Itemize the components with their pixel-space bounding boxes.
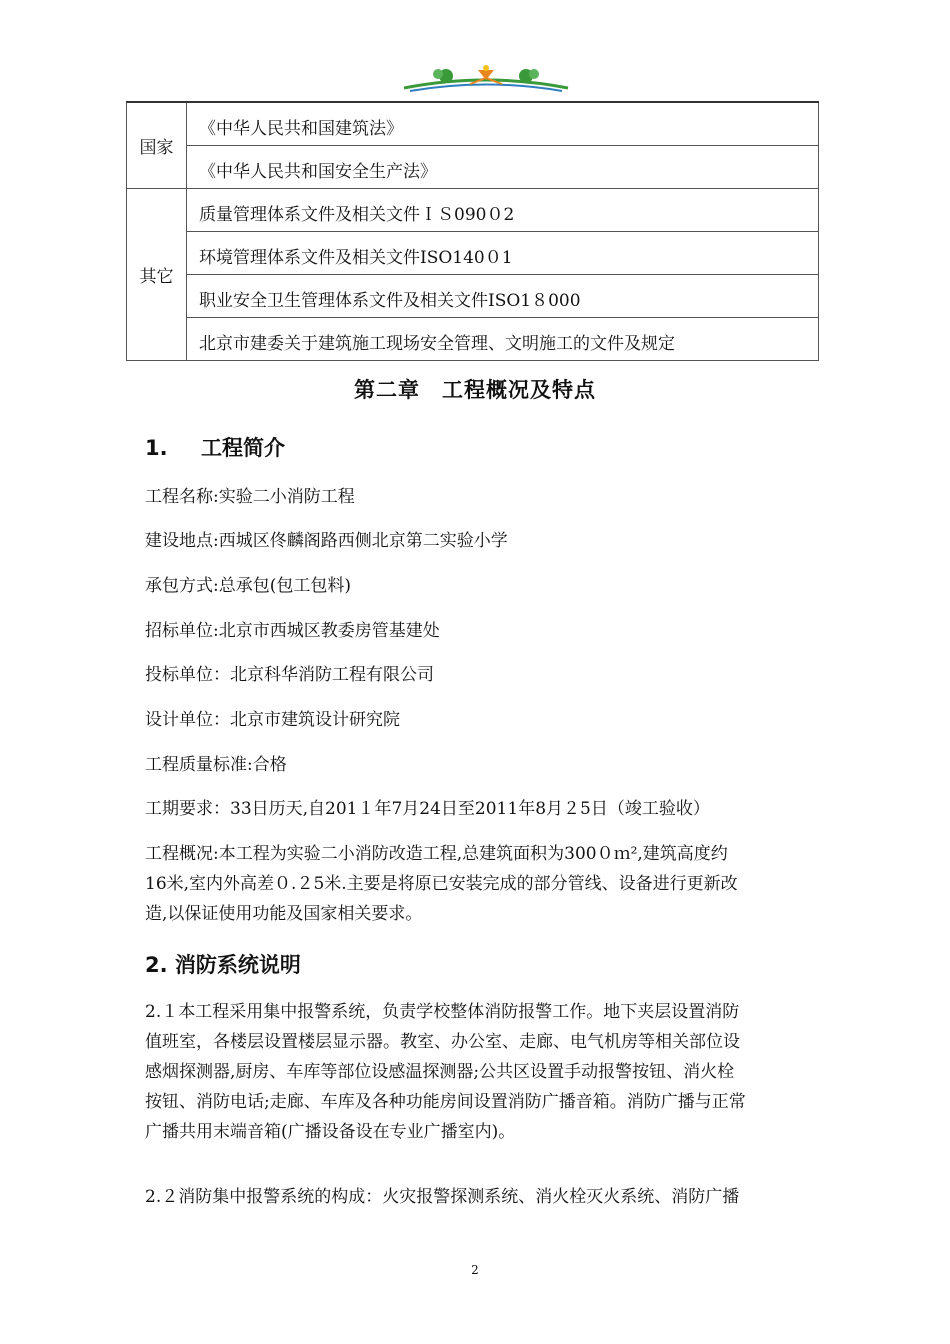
text-line: 2.２消防集中报警系统的构成：火灾报警探测系统、消火栓灭火系统、消防广播 <box>145 1187 740 1207</box>
text-line: 广播共用末端音箱(广播设备设在专业广播室内)。 <box>145 1122 516 1142</box>
field-line: 设计单位：北京市建筑设计研究院 <box>145 710 400 730</box>
section-number: 1. <box>145 436 168 460</box>
category-cell: 国家 <box>127 102 187 189</box>
table-cell: 北京市建委关于建筑施工现场安全管理、文明施工的文件及规定 <box>187 318 819 361</box>
field-line: 工程质量标准:合格 <box>145 755 287 775</box>
table-cell: 质量管理体系文件及相关文件ＩＳ090０2 <box>187 189 819 232</box>
text-line: 按钮、消防电话;走廊、车库及各种功能房间设置消防广播音箱。消防广播与正常 <box>145 1092 746 1112</box>
field-line: 投标单位：北京科华消防工程有限公司 <box>145 665 434 685</box>
text-line: 值班室，各楼层设置楼层显示器。教室、办公室、走廊、电气机房等相关部位设 <box>145 1032 740 1052</box>
table-row <box>127 318 819 361</box>
paragraph <box>145 997 835 1147</box>
field-line: 建设地点:西城区佟麟阁路西侧北京第二实验小学 <box>145 531 508 551</box>
text-line: 工程概况:本工程为实验二小消防改造工程,总建筑面积为300０ｍ²,建筑高度约 <box>145 844 728 864</box>
field-line: 工程名称:实验二小消防工程 <box>145 487 355 507</box>
text-line: 16米,室内外高差０.２5米.主要是将原已安装完成的部分管线、设备进行更新改 <box>145 874 738 894</box>
table-row <box>127 146 819 189</box>
table-row <box>127 275 819 318</box>
page-number: 2 <box>471 1263 479 1277</box>
chapter-title: 第二章 工程概况及特点 <box>354 378 596 402</box>
field-line: 招标单位:北京市西城区教委房管基建处 <box>145 621 440 641</box>
section-heading: 2. 消防系统说明 <box>145 953 301 977</box>
text-line: 感烟探测器,厨房、车库等部位设感温探测器;公共区设置手动报警按钮、消火栓 <box>145 1062 735 1082</box>
table-cell: 《中华人民共和国建筑法》 <box>187 102 819 146</box>
section-title: 工程简介 <box>201 436 285 460</box>
field-line: 承包方式:总承包(包工包料) <box>145 576 351 596</box>
table-row <box>127 189 819 232</box>
field-line: 工期要求：33日历天,自201１年7月24日至2011年8月２5日（竣工验收） <box>145 799 710 819</box>
paragraph <box>145 1182 835 1212</box>
table-cell: 环境管理体系文件及相关文件ISO140０1 <box>187 232 819 275</box>
table-row <box>127 232 819 275</box>
text-line: 造,以保证使用功能及国家相关要求。 <box>145 904 423 924</box>
category-cell: 其它 <box>127 189 187 361</box>
regulations-table <box>126 101 819 361</box>
table-cell: 职业安全卫生管理体系文件及相关文件ISO1８000 <box>187 275 819 318</box>
table-row <box>127 102 819 146</box>
section-heading <box>145 432 285 462</box>
header-logo <box>400 64 572 94</box>
overview-paragraph <box>145 839 835 929</box>
table-cell: 《中华人民共和国安全生产法》 <box>187 146 819 189</box>
text-line: 2.１本工程采用集中报警系统，负责学校整体消防报警工作。地下夹层设置消防 <box>145 1002 740 1022</box>
